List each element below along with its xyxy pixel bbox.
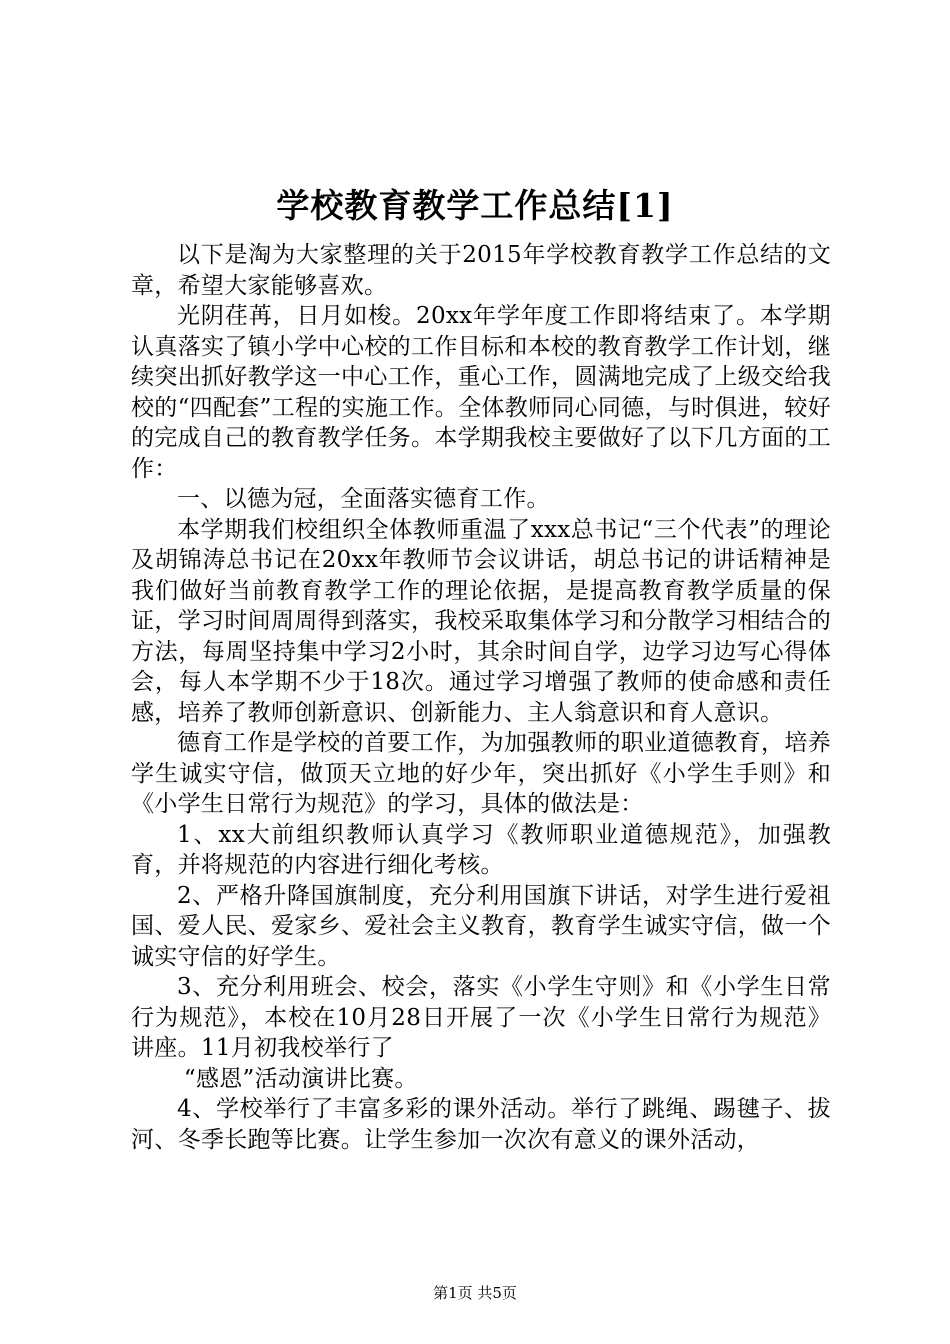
list-item-3-continued: “感恩”活动演讲比赛。 — [183, 1065, 418, 1092]
page-footer: 第1页 共5页 — [433, 1284, 517, 1302]
document-title: 学校教育教学工作总结[1] — [276, 186, 674, 225]
paragraph-intro: 以下是淘为大家整理的关于2015年学校教育教学工作总结的文章，希望大家能够喜欢。 — [131, 242, 831, 299]
list-item-2: 2、严格升降国旗制度，充分利用国旗下讲话，对学生进行爱祖国、爱人民、爱家乡、爱社会主义教育，教育学生诚实守信，做一个诚实守信的好学生。 — [131, 882, 831, 970]
paragraph-overview: 光阴荏苒，日月如梭。20xx年学年度工作即将结束了。本学期认真落实了镇小学中心校的工作目标和本校的教育教学工作计划，继续突出抓好教学这一中心工作，重心工作，圆满地完成了上级交给我校的“四配套”工程的实施工作。全体教师同心同德，与时俱进，较好的完成自己的教育教学任务。本学期我校主要做好了以下几方面的工作： — [131, 303, 831, 482]
document-body — [131, 240, 831, 1155]
paragraph-teacher-study: 本学期我们校组织全体教师重温了xxx总书记“三个代表”的理论及胡锦涛总书记在20xx年教师节会议讲话，胡总书记的讲话精神是我们做好当前教育教学工作的理论依据，是提高教育教学质量的保证，学习时间周周得到落实，我校采取集体学习和分散学习相结合的方法，每周坚持集中学习2小时，其余时间自学，边学习边写心得体会，每人本学期不少于18次。通过学习增强了教师的使命感和责任感，培养了教师创新意识、创新能力、主人翁意识和育人意识。 — [131, 516, 831, 726]
list-item-4: 4、学校举行了丰富多彩的课外活动。举行了跳绳、踢毽子、拔河、冬季长跑等比赛。让学生参加一次次有意义的课外活动， — [131, 1096, 831, 1153]
paragraph-moral-work: 德育工作是学校的首要工作，为加强教师的职业道德教育，培养学生诚实守信，做顶天立地的好少年，突出抓好《小学生手则》和《小学生日常行为规范》的学习，具体的做法是： — [131, 730, 831, 817]
section-heading-moral-education: 一、以德为冠，全面落实德育工作。 — [177, 486, 550, 512]
list-item-3: 3、充分利用班会、校会，落实《小学生守则》和《小学生日常行为规范》，本校在10月28日开展了一次《小学生日常行为规范》讲座。11月初我校举行了 — [131, 974, 831, 1061]
list-item-1: 1、xx大前组织教师认真学习《教师职业道德规范》，加强教育，并将规范的内容进行细化考核。 — [131, 821, 831, 878]
